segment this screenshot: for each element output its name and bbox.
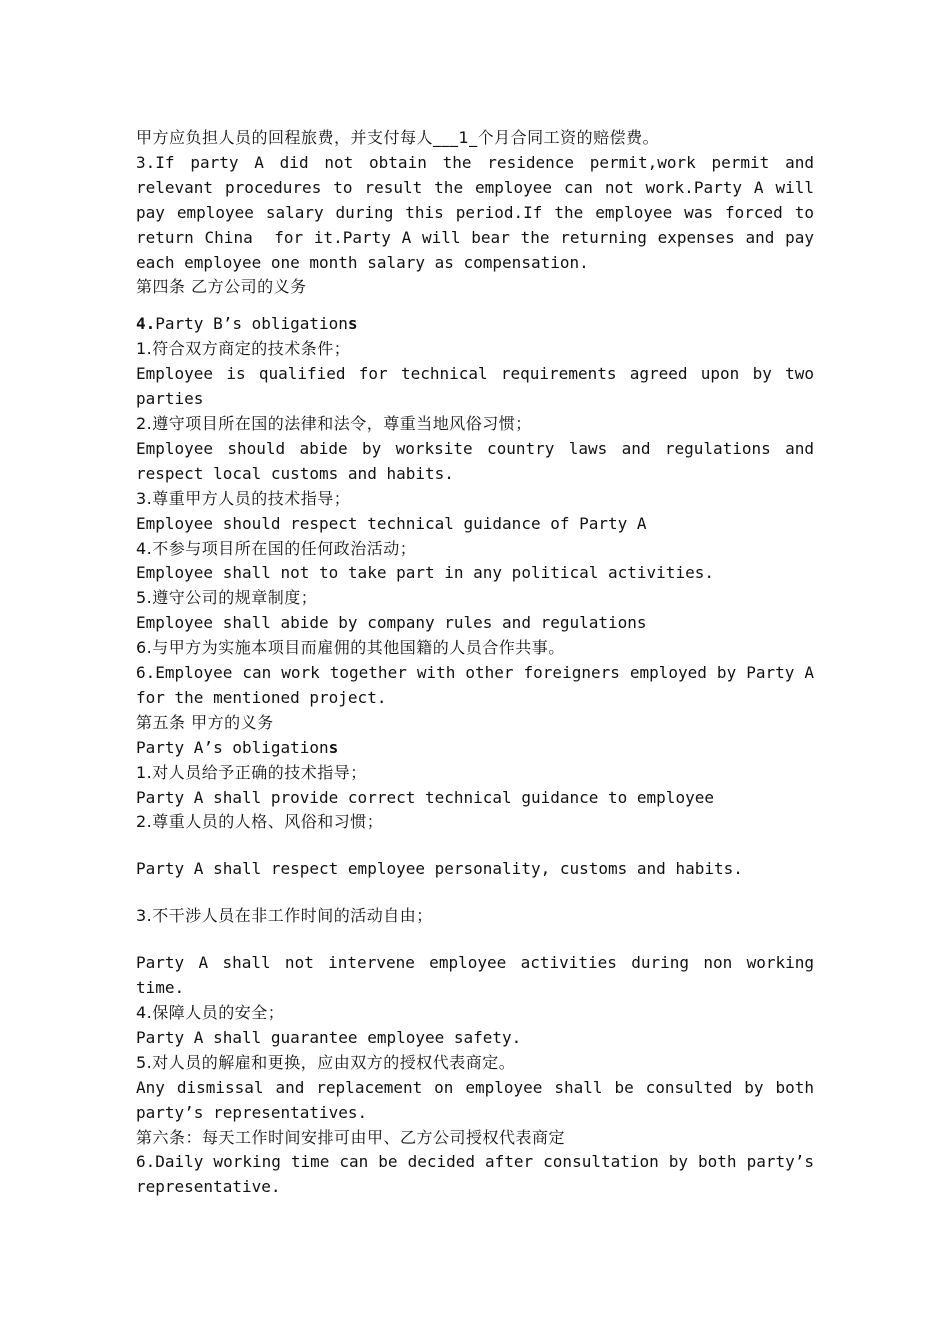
article-5-heading-cn: 第五条 甲方的义务 [136,712,274,732]
b-item-4-en: Employee shall not to take part in any political activities. [136,563,714,583]
b-item-2-cn: 2.遵守项目所在国的法律和法令，尊重当地风俗习惯； [136,413,532,433]
article-6-en: 6.Daily working time can be decided after consultation by both party’s representative. [136,1152,824,1197]
b-item-1-cn: 1.符合双方商定的技术条件； [136,339,351,359]
article-4-number: 4. [136,314,156,334]
compensation-clause-cn: 甲方应负担人员的回程旅费，并支付每人___1_个月合同工资的赔偿费。 [136,128,660,147]
b-item-6-en: 6.Employee can work together with other foreigners employed by Party A for the mentioned project. [136,663,824,707]
b-item-4-cn: 4.不参与项目所在国的任何政治活动； [136,538,417,558]
a-item-4-en: Party A shall guarantee employee safety. [136,1027,522,1047]
article-5-title: Party A’s obligation [136,737,329,757]
b-item-3-cn: 3.尊重甲方人员的技术指导； [136,488,351,508]
article-4-title-end: s [347,314,358,334]
article-5-title-end: s [328,737,339,757]
a-item-5-cn: 5.对人员的解雇和更换，应由双方的授权代表商定。 [136,1052,516,1072]
spacer [136,835,814,857]
spacer [136,929,814,951]
b-item-1-en: Employee is qualified for technical requirements agreed upon by two parties [136,364,824,409]
b-item-2-en: Employee should abide by worksite country laws and regulations and respect local customs and habits. [136,438,824,483]
article-4-heading-en [136,312,814,337]
a-item-2-en: Party A shall respect employee personality, customs and habits. [136,859,743,879]
a-item-1-cn: 1.对人员给予正确的技术指导； [136,762,367,782]
a-item-3-cn: 3.不干涉人员在非工作时间的活动自由； [136,906,433,926]
b-item-5-en: Employee shall abide by company rules and regulations [136,613,647,633]
article-4-heading-cn: 第四条 乙方公司的义务 [136,277,307,297]
spacer [136,300,814,312]
b-item-6-cn: 6.与甲方为实施本项目而雇佣的其他国籍的人员合作共事。 [136,638,565,658]
article-6-heading-cn: 第六条：每天工作时间安排可由甲、乙方公司授权代表商定 [136,1127,566,1147]
spacer [136,882,814,904]
article-5-heading-en [136,736,814,761]
document-page [136,126,824,1200]
b-item-5-cn: 5.遵守公司的规章制度； [136,588,318,608]
a-item-2-cn: 2.尊重人员的人格、风俗和习惯； [136,812,384,832]
clause-3-en: 3.If party A did not obtain the residence permit,work permit and relevant procedures to result the employee can not work.Party A will pay employee salary during this period.If the employee was forced to return China for it.Party A will bear the returning expenses and pay each employee one month salary as compensation. [136,152,824,272]
a-item-3-en: Party A shall not intervene employee activities during non working time. [136,953,824,998]
b-item-3-en: Employee should respect technical guidance of Party A [136,513,647,533]
a-item-4-cn: 4.保障人员的安全； [136,1003,285,1022]
a-item-1-en: Party A shall provide correct technical guidance to employee [136,787,714,807]
a-item-5-en: Any dismissal and replacement on employee shall be consulted by both party’s representatives. [136,1077,824,1122]
article-4-title: Party B’s obligation [155,314,348,334]
